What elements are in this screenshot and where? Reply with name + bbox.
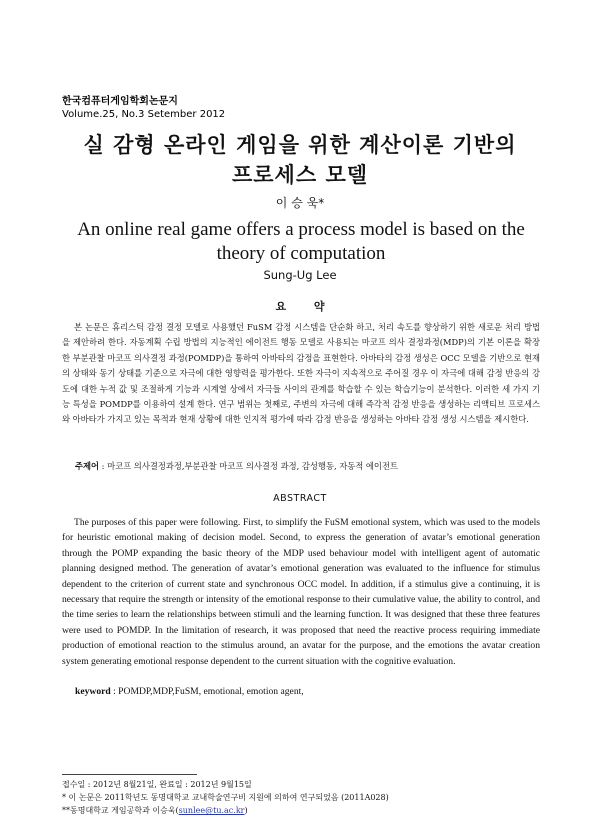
journal-volume: Volume.25, No.3 Setember 2012 <box>62 109 226 120</box>
english-author: Sung-Ug Lee <box>263 268 337 282</box>
footnote-received-date: 접수일 : 2012년 8월21일, 완료일 : 2012년 9월15일 <box>62 780 252 789</box>
footnotes <box>62 778 540 817</box>
footnote-affiliation-suffix: ) <box>244 806 248 815</box>
journal-header <box>62 95 225 121</box>
korean-keywords-text: : 마코프 의사결정과정,부분관찰 마코프 의사결정 과정, 감성행동, 자동적 에이전트 <box>99 461 398 471</box>
english-keywords-label: keyword <box>75 686 111 697</box>
footnote-funding: * 이 논문은 2011학년도 동명대학교 교내학술연구비 지원에 의하여 연구되었음 (2011A028) <box>62 793 389 802</box>
korean-abstract-heading: 요 약 <box>275 300 337 313</box>
footnote-divider <box>62 774 197 775</box>
korean-title-line1: 실 감형 온라인 게임을 위한 계산이론 기반의 <box>83 133 517 157</box>
english-keywords <box>75 686 540 697</box>
english-abstract-heading: ABSTRACT <box>273 493 327 504</box>
footnote-affiliation <box>62 804 540 817</box>
korean-keywords <box>75 460 540 473</box>
journal-name: 한국컴퓨터게임학회논문지 <box>62 96 178 107</box>
english-keywords-text: : POMDP,MDP,FuSM, emotional, emotion agent, <box>110 686 304 697</box>
korean-keywords-label: 주제어 <box>75 461 100 471</box>
author-email-link[interactable]: sunlee@tu.ac.kr <box>178 806 245 815</box>
korean-author: 이 승 욱* <box>275 196 325 210</box>
korean-title <box>0 130 600 190</box>
english-title: An online real game offers a process model is based on the theory of computation <box>77 219 525 264</box>
footnote-affiliation-prefix: **동명대학교 게임공학과 이승욱( <box>62 806 179 815</box>
korean-title-line2: 프로세스 모델 <box>231 163 369 187</box>
english-abstract-body: The purposes of this paper were following. First, to simplify the FuSM emotional system, which was used to the models for heuristic emotional making of decision model. Second, to express the generation of avatar’s emotional generation through the POMP expanding the basic theory of the MDP used behaviour model with intelligent agent of automatic planning designed method. The generation of avatar’s emotional generation was evaluated to the influence for stimulus dependent to the criterion of current state and synchronous OCC model. In addition, if a stimulus give a continuing, it is necessary that require the strength or intensity of the emotional response to their cumulative value, the ability to control, and the time series to learn the relationships between stimuli and the learning function. It was designed that these three features were used to POMDP. In the limitation of research, it was proposed that need the reactive process requiring immediate production of emotional reaction to the stimulus around, an avatar for the purpose, and the emotions the avatar creation system generating emotional response dependent to the current situation with the cognitive evaluation. <box>62 517 540 667</box>
korean-abstract-body: 본 논문은 휴리스틱 감정 결정 모델로 사용했던 FuSM 감정 시스템을 단순화 하고, 처리 속도를 향상하기 위한 새로운 처리 방법을 제안하려 한다. 자동계획 수립 방법의 지능적인 에이전트 행동 모델로 사용되는 마코프 의사 결정과정(MDP)의 기본 이론을 확장한 부분관찰 마코프 의사결정 과정(POMDP)을 통하여 아바타의 감정을 표현한다. 아바타의 감정 생성은 OCC 모델을 기반으로 현재의 상태와 동기 상태를 기준으로 자극에 대한 영향력을 평가한다. 또한 자극이 지속적으로 주어질 경우 이 자극에 대해 감정 반응의 강도에 대한 누적 값 및 조절하게 기능과 시계열 상에서 자극들 사이의 관계를 학습할 수 있는 학습기능이 분석한다. 이러한 세 가지 기능 특성을 POMDP를 이용하여 설계 한다. 연구 범위는 첫째로, 주변의 자극에 대해 즉각적 감정 반응을 생성하는 리액티브 프로세스와 아바타가 가지고 있는 목적과 현재 상황에 대한 인지적 평가에 따라 감정 반응을 생성하는 아바타 감정 생성 시스템을 제시한다. <box>62 322 540 425</box>
